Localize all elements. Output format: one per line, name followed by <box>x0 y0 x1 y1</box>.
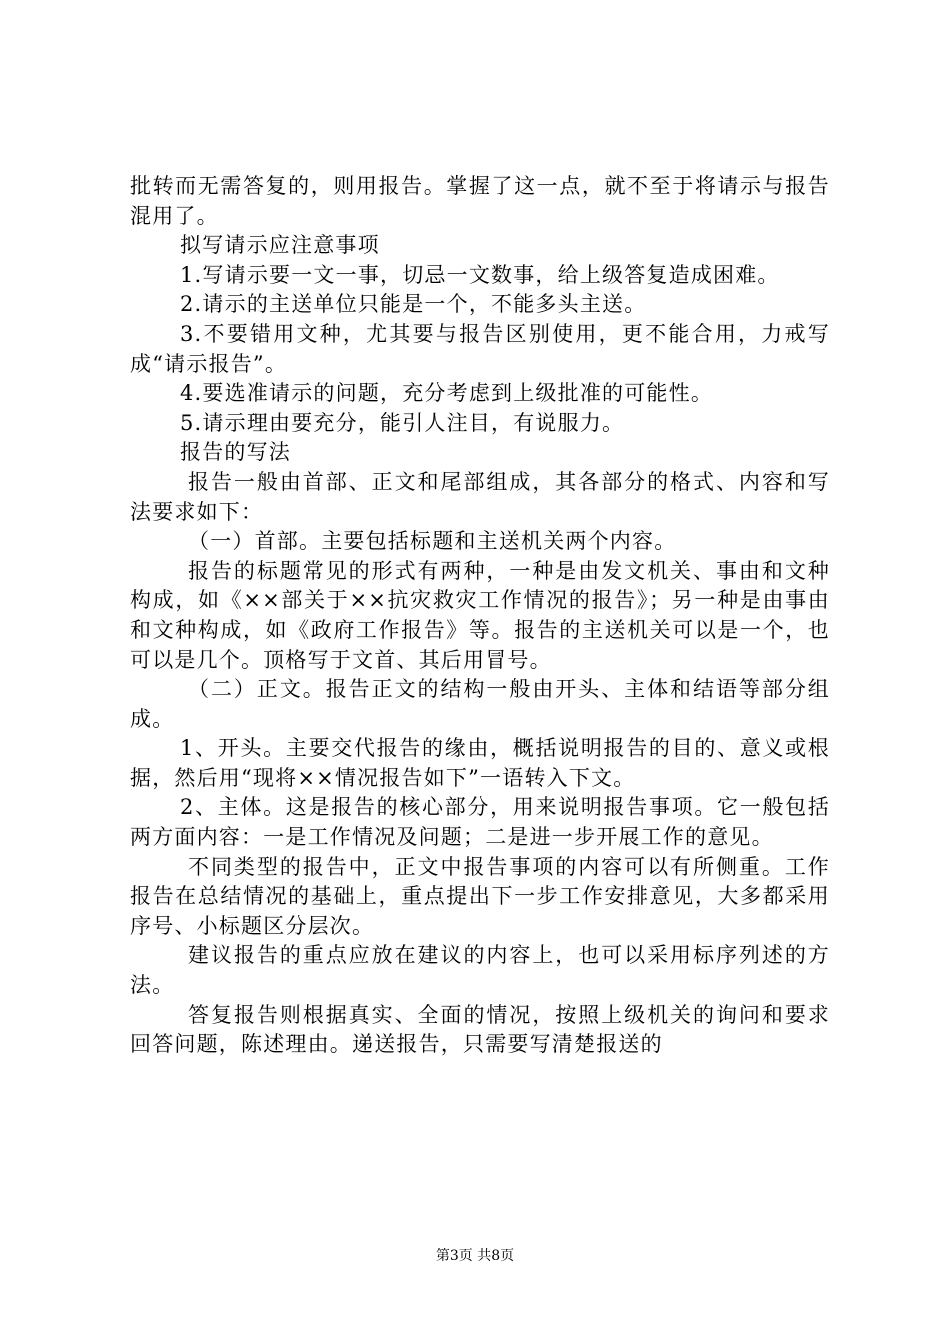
paragraph-opening: 1、开头。主要交代报告的缘由，概括说明报告的目的、意义或根据，然后用“现将××情况报告如下”一语转入下文。 <box>130 736 830 790</box>
heading-report-writing: 报告的写法 <box>180 440 291 465</box>
heading-request-notes: 拟写请示应注意事项 <box>180 233 380 258</box>
body-text <box>130 172 830 1060</box>
paragraph-section-header: （一）首部。主要包括标题和主送机关两个内容。 <box>188 529 677 554</box>
paragraph-suggestion-report: 建议报告的重点应放在建议的内容上，也可以采用标序列述的方法。 <box>130 943 830 998</box>
paragraph-reply-report: 答复报告则根据真实、全面的情况，按照上级机关的询问和要求回答问题，陈述理由。递送报告，只需要写清楚报送的 <box>130 1002 830 1057</box>
paragraph-section-body: （二）正文。报告正文的结构一般由开头、主体和结语等部分组成。 <box>130 677 830 731</box>
paragraph-report-types: 不同类型的报告中，正文中报告事项的内容可以有所侧重。工作报告在总结情况的基础上，重点提出下一步工作安排意见，大多都采用序号、小标题区分层次。 <box>130 854 830 938</box>
list-item-2: 2.请示的主送单位只能是一个，不能多头主送。 <box>180 292 647 317</box>
page-footer: 第3页 共8页 <box>435 1248 515 1264</box>
paragraph-report-title: 报告的标题常见的形式有两种，一种是由发文机关、事由和文种构成，如《××部关于××抗灾救灾工作情况的报告》；另一种是由事由和文种构成，如《政府工作报告》等。报告的主送机关可以是一个，也可以是几个。顶格写于文首、其后用冒号。 <box>130 558 830 672</box>
paragraph-report-structure: 报告一般由首部、正文和尾部组成，其各部分的格式、内容和写法要求如下： <box>130 469 830 524</box>
list-item-1: 1.写请示要一文一事，切忌一文数事，给上级答复造成困难。 <box>180 262 780 287</box>
list-item-5: 5.请示理由要充分，能引人注目，有说服力。 <box>180 410 625 435</box>
list-item-3: 3.不要错用文种，尤其要与报告区别使用，更不能合用，力戒写成“请示报告”。 <box>130 321 830 376</box>
paragraph-continuation: 批转而无需答复的，则用报告。掌握了这一点，就不至于将请示与报告混用了。 <box>130 174 830 228</box>
paragraph-main-body: 2、主体。这是报告的核心部分，用来说明报告事项。它一般包括两方面内容：一是工作情况及问题；二是进一步开展工作的意见。 <box>130 795 830 850</box>
list-item-4: 4.要选准请示的问题，充分考虑到上级批准的可能性。 <box>180 381 714 406</box>
